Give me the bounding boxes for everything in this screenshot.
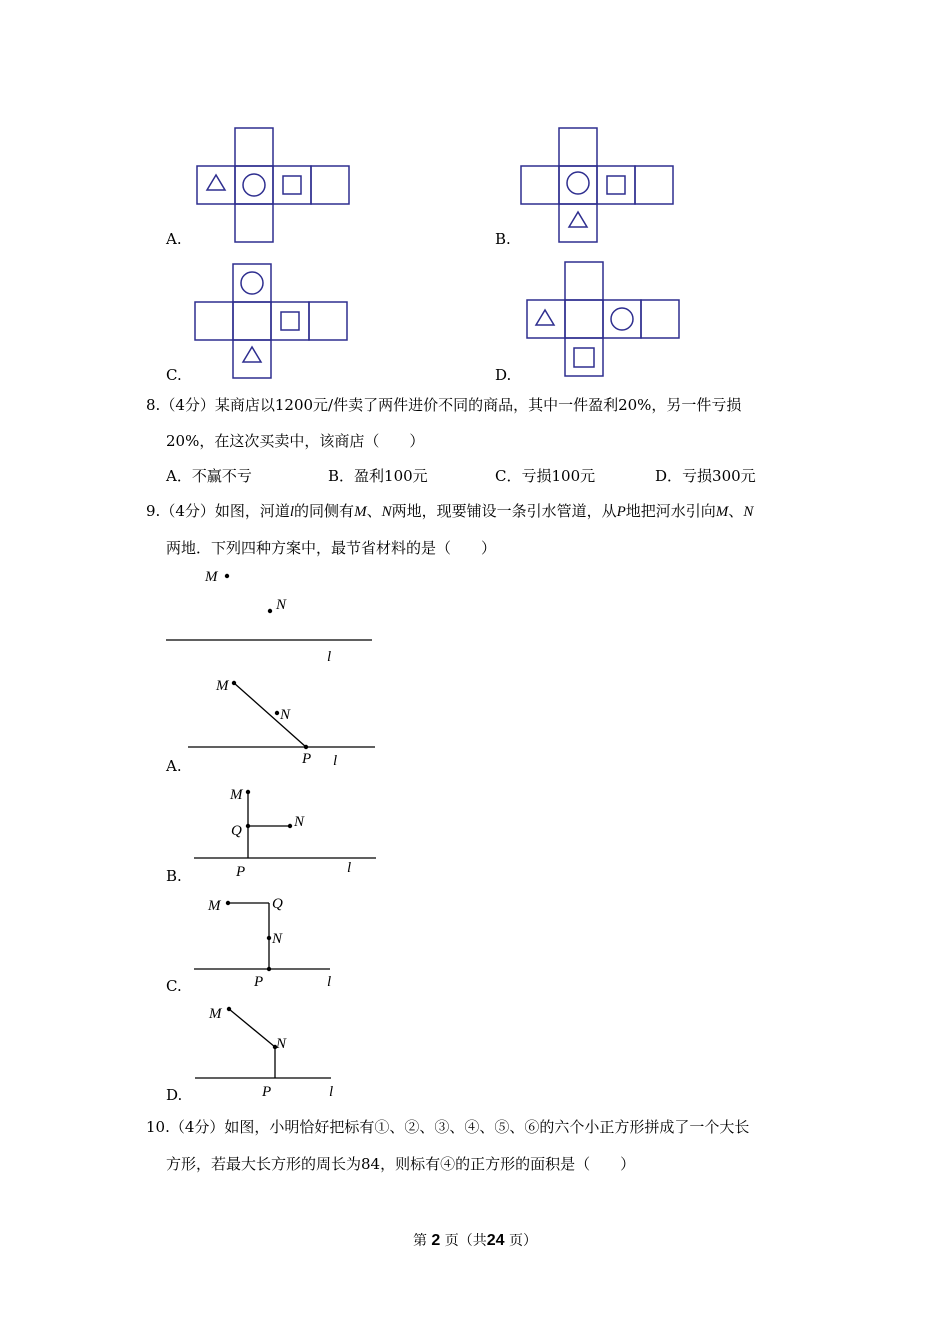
q9-score: （4分） xyxy=(160,502,215,520)
square-icon xyxy=(607,176,625,194)
square-icon xyxy=(281,312,299,330)
triangle-icon xyxy=(243,347,261,362)
circle-icon xyxy=(611,308,633,330)
circle-icon xyxy=(243,174,265,196)
square-icon xyxy=(574,348,594,367)
page-number: 2 xyxy=(431,1232,441,1249)
svg-text:M: M xyxy=(216,678,229,694)
triangle-icon xyxy=(569,212,587,227)
page-footer: 第 2 页（共24 页） xyxy=(412,1232,538,1249)
svg-text:P: P xyxy=(262,1084,272,1100)
q8-option-d[interactable]: D．亏损300元 xyxy=(655,467,756,485)
q10-score: （4分） xyxy=(169,1118,225,1136)
q10-text-line2: 方形，若最大长方形的周长为84，则标有④的正方形的面积是（ ） xyxy=(166,1155,636,1173)
q9-option-b-label[interactable]: B. xyxy=(166,867,182,885)
q10-number: 10. xyxy=(146,1118,170,1136)
q8-text-line2: 20%，在这次买卖中，该商店（ ） xyxy=(166,432,425,450)
cube-net-figure-a xyxy=(195,126,355,246)
svg-text:N: N xyxy=(294,814,305,830)
svg-text:P: P xyxy=(254,974,264,990)
cube-net-figure-c xyxy=(193,262,353,382)
svg-text:M: M xyxy=(208,898,221,914)
svg-text:l: l xyxy=(327,649,332,665)
q9-line1: 9.（4分）如图，河道l的同侧有M、N两地，现要铺设一条引水管道，从P地把河水引向M、N xyxy=(146,502,754,520)
q8-text-line1: 某商店以1200元/件卖了两件进价不同的商品，其中一件盈利20%，另一件亏损 xyxy=(214,396,742,414)
svg-text:P: P xyxy=(302,751,312,767)
q7-option-a-label[interactable]: A. xyxy=(166,230,182,248)
q9-option-d-label[interactable]: D. xyxy=(166,1086,183,1104)
square-icon xyxy=(283,176,301,194)
q8-option-a[interactable]: A．不赢不亏 xyxy=(166,467,252,485)
q7-option-c-label[interactable]: C. xyxy=(166,366,182,384)
svg-text:N: N xyxy=(272,931,283,947)
q9-option-a-label[interactable]: A. xyxy=(166,757,182,775)
circle-icon xyxy=(241,272,263,294)
q9-option-a-figure xyxy=(185,673,385,768)
q9-option-c-figure xyxy=(190,893,390,993)
svg-text:P: P xyxy=(236,864,246,880)
svg-text:l: l xyxy=(333,753,338,769)
svg-text:l: l xyxy=(329,1084,334,1100)
q9-option-b-figure xyxy=(190,782,390,882)
svg-text:N: N xyxy=(276,597,287,613)
q9-option-d-figure xyxy=(190,1002,390,1102)
cube-net-figure-b xyxy=(519,126,679,246)
q9-text-line2: 两地．下列四种方案中，最节省材料的是（ ） xyxy=(166,539,497,557)
svg-text:M: M xyxy=(205,569,218,585)
total-pages: 24 xyxy=(486,1232,505,1249)
q10-line1 xyxy=(146,1118,749,1136)
q9-main-figure xyxy=(160,565,380,665)
svg-text:Q: Q xyxy=(231,823,242,839)
q9-number: 9. xyxy=(146,502,161,520)
q7-option-b-label[interactable]: B. xyxy=(495,230,511,248)
q8-line1 xyxy=(146,396,741,414)
circle-icon xyxy=(567,172,589,194)
svg-text:l: l xyxy=(347,860,352,876)
q8-option-b[interactable]: B．盈利100元 xyxy=(328,467,428,485)
svg-text:N: N xyxy=(276,1036,287,1052)
triangle-icon xyxy=(207,175,225,190)
q10-text-line1: 如图，小明恰好把标有①、②、③、④、⑤、⑥的六个小正方形拼成了一个大长 xyxy=(224,1118,750,1136)
q8-option-c[interactable]: C．亏损100元 xyxy=(495,467,596,485)
svg-text:M: M xyxy=(209,1006,222,1022)
svg-text:M: M xyxy=(230,787,243,803)
q8-score: （4分） xyxy=(160,396,215,414)
svg-text:N: N xyxy=(280,707,291,723)
cube-net-figure-d xyxy=(525,260,685,380)
q8-number: 8. xyxy=(146,396,161,414)
q9-option-c-label[interactable]: C. xyxy=(166,977,182,995)
triangle-icon xyxy=(536,310,554,325)
svg-text:l: l xyxy=(327,974,332,990)
q7-option-d-label[interactable]: D. xyxy=(495,366,512,384)
svg-text:Q: Q xyxy=(272,896,283,912)
